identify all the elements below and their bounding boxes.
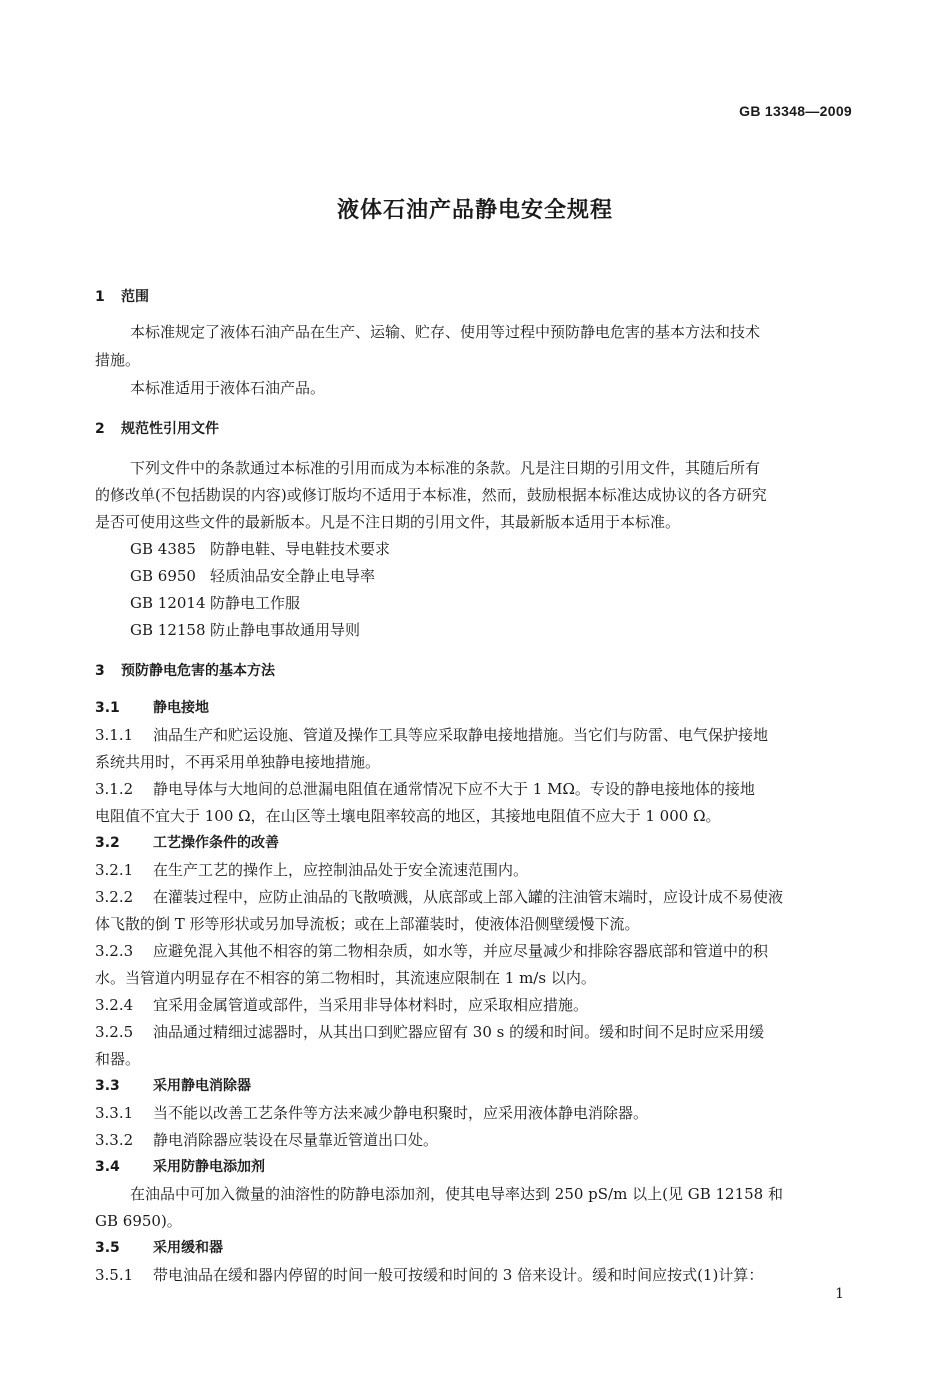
reference-item (130, 565, 375, 586)
section-title: 工艺操作条件的改善 (153, 835, 279, 851)
section-title: 预防静电危害的基本方法 (121, 663, 275, 679)
reference-code: GB 4385 (130, 540, 196, 558)
reference-code: GB 12158 (130, 621, 206, 639)
reference-title: 防静电鞋、导电鞋技术要求 (210, 540, 391, 558)
section-title: 采用静电消除器 (153, 1078, 251, 1094)
clause-number: 3.2.5 (95, 1023, 134, 1041)
clause-number: 3.5.1 (95, 1266, 134, 1284)
clause-text: 带电油品在缓和器内停留的时间一般可按缓和时间的 3 倍来设计。缓和时间应按式(1)计算： (153, 1266, 764, 1284)
paragraph-line: 是否可使用这些文件的最新版本。凡是不注日期的引用文件，其最新版本适用于本标准。 (95, 513, 681, 531)
section-number: 3 (95, 663, 105, 679)
section-number: 1 (95, 289, 105, 305)
section-2-heading (95, 418, 219, 438)
paragraph-line: 水。当管道内明显存在不相容的第二物相时，其流速应限制在 1 m/s 以内。 (95, 969, 596, 987)
section-number: 2 (95, 421, 105, 437)
paragraph-line: 下列文件中的条款通过本标准的引用而成为本标准的条款。凡是注日期的引用文件，其随后所有 (130, 459, 761, 477)
clause-3-2-5 (95, 1021, 764, 1042)
paragraph-line: 本标准规定了液体石油产品在生产、运输、贮存、使用等过程中预防静电危害的基本方法和技术 (130, 323, 761, 341)
clause-text: 油品生产和贮运设施、管道及操作工具等应采取静电接地措施。当它们与防雷、电气保护接地 (153, 726, 769, 744)
paragraph-line: 体飞散的倒 T 形等形状或另加导流板；或在上部灌装时，使液体沿侧壁缓慢下流。 (95, 915, 640, 933)
clause-number: 3.2.3 (95, 942, 134, 960)
section-1-heading (95, 286, 149, 306)
clause-3-2-4 (95, 994, 588, 1015)
section-number: 3.2 (95, 835, 120, 851)
page-number: 1 (835, 1286, 844, 1302)
clause-text: 静电消除器应装设在尽量靠近管道出口处。 (153, 1131, 439, 1149)
reference-item (130, 592, 300, 613)
paragraph-line: 本标准适用于液体石油产品。 (130, 379, 326, 397)
clause-3-1-1 (95, 724, 768, 745)
section-number: 3.3 (95, 1078, 120, 1094)
subsection-3-5-heading (95, 1237, 223, 1257)
paragraph-line: 措施。 (95, 351, 141, 369)
section-number: 3.4 (95, 1159, 120, 1175)
paragraph-line: 和器。 (95, 1050, 141, 1068)
clause-number: 3.3.1 (95, 1104, 134, 1122)
section-title: 采用防静电添加剂 (153, 1159, 265, 1175)
reference-item (130, 619, 360, 640)
paragraph-line: GB 6950)。 (95, 1212, 182, 1230)
reference-title: 防静电工作服 (210, 594, 301, 612)
clause-text: 应避免混入其他不相容的第二物相杂质，如水等，并应尽量减少和排除容器底部和管道中的积 (153, 942, 769, 960)
standard-number: GB 13348—2009 (739, 103, 852, 119)
clause-number: 3.1.1 (95, 726, 134, 744)
section-number: 3.5 (95, 1240, 120, 1256)
clause-3-1-2 (95, 778, 755, 799)
paragraph-line: 电阻值不宜大于 100 Ω，在山区等土壤电阻率较高的地区，其接地电阻值不应大于 1 000 Ω。 (95, 807, 721, 825)
subsection-3-1-heading (95, 697, 209, 717)
clause-number: 3.2.4 (95, 996, 134, 1014)
clause-number: 3.2.1 (95, 861, 134, 879)
clause-number: 3.1.2 (95, 780, 134, 798)
clause-text: 油品通过精细过滤器时，从其出口到贮器应留有 30 s 的缓和时间。缓和时间不足时应采用缓 (153, 1023, 765, 1041)
clause-3-3-2 (95, 1129, 438, 1150)
clause-3-2-3 (95, 940, 768, 961)
subsection-3-2-heading (95, 832, 279, 852)
clause-3-2-2 (95, 886, 783, 907)
reference-code: GB 6950 (130, 567, 196, 585)
reference-title: 防止静电事故通用导则 (210, 621, 361, 639)
section-title: 采用缓和器 (153, 1240, 223, 1256)
clause-3-2-1 (95, 859, 528, 880)
section-title: 规范性引用文件 (121, 421, 219, 437)
section-title: 静电接地 (153, 700, 209, 716)
clause-text: 宜采用金属管道或部件，当采用非导体材料时，应采取相应措施。 (153, 996, 589, 1014)
reference-title: 轻质油品安全静止电导率 (210, 567, 376, 585)
clause-text: 当不能以改善工艺条件等方法来减少静电积聚时，应采用液体静电消除器。 (153, 1104, 649, 1122)
reference-item (130, 538, 390, 559)
clause-3-5-1 (95, 1264, 763, 1285)
section-number: 3.1 (95, 700, 120, 716)
clause-number: 3.3.2 (95, 1131, 134, 1149)
paragraph-line: 的修改单(不包括勘误的内容)或修订版均不适用于本标准，然而，鼓励根据本标准达成协议的各方研究 (95, 486, 767, 504)
subsection-3-4-heading (95, 1156, 265, 1176)
paragraph-line: 在油品中可加入微量的油溶性的防静电添加剂，使其电导率达到 250 pS/m 以上(见 GB 12158 和 (130, 1185, 783, 1203)
subsection-3-3-heading (95, 1075, 251, 1095)
clause-3-3-1 (95, 1102, 648, 1123)
clause-text: 静电导体与大地间的总泄漏电阻值在通常情况下应不大于 1 MΩ。专设的静电接地体的接地 (153, 780, 755, 798)
page-title: 液体石油产品静电安全规程 (336, 198, 613, 223)
reference-code: GB 12014 (130, 594, 206, 612)
clause-text: 在生产工艺的操作上，应控制油品处于安全流速范围内。 (153, 861, 529, 879)
section-3-heading (95, 660, 275, 680)
paragraph-line: 系统共用时，不再采用单独静电接地措施。 (95, 753, 381, 771)
clause-text: 在灌装过程中，应防止油品的飞散喷溅，从底部或上部入罐的注油管末端时，应设计成不易使液 (153, 888, 784, 906)
clause-number: 3.2.2 (95, 888, 134, 906)
section-title: 范围 (121, 289, 149, 305)
